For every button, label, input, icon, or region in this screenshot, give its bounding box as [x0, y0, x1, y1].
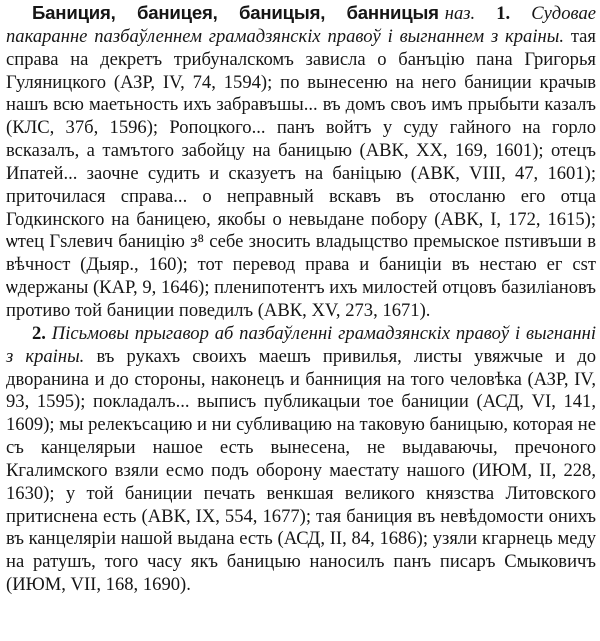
sense-2-paragraph	[6, 323, 596, 597]
sense-number-2: 2.	[32, 322, 46, 344]
sense-citations-2: въ рукахъ своихъ маешъ привилья, листы увяжчые и до дворанина и до стороны, наконецъ и банниция на того человѣка (АЗР, IV, 93, 1595); покладалъ... выписъ публикацыи тое баниции (АСД, VI, 141, 1609); мы релекъсацию и ни субливацию на таковую баницыю, которая не съ канцелярыи нашое есть вынесена, не выдаваючы, пречоного Кгалимского взяли есмо подъ оборону маестату нашого (ИЮМ, II, 228, 1630); у той баниции печать венкшая великого князства Литовского притиснена есть (АВК, IX, 554, 1677); тая баниция въ невѣдомости онихъ въ канцеляріи нашой выдана есть (АСД, II, 84, 1686); узяли кгарнець меду на ратушъ, того часу якъ баницыю наносилъ панъ писаръ Смыковичъ (ИЮМ, VII, 168, 1690).	[6, 345, 597, 596]
sense-gloss-2: Пісьмовы прыгавор аб пазбаўленні грамадзянскіх правоў і выгнанні з краіны.	[6, 322, 597, 367]
headword: Баниция, баницея, баницыя, банницыя	[32, 2, 439, 23]
sense-number-1: 1.	[496, 3, 511, 24]
dictionary-entry	[6, 2, 596, 597]
grammar-label: наз.	[444, 3, 476, 24]
sense-1-paragraph	[6, 2, 596, 323]
sense-citations-1: тая справа на декретъ трибуналскомъ зависла о банъцію пана Григорья Гуляницкого (АЗР, IV, 74, 1594); по вынесеню на него баниции крачыв нашъ всю маетьность ихъ забравъшы... въ домъ своъ имъ прыбыти казалъ (КЛС, 37б, 1596); Ропоцкого... панъ войтъ у суду гайного на горло всказалъ, а тамътого забойцу на баницыю (АВК, XX, 169, 1601); отецъ Ипатей... заочне судить и сказуетъ на баніцыю (АВК, VIII, 47, 1601); приточилася справа... о неправный вскавъ въ отосланю его отца Годкинского на баницею, якобы о невыдане побору (АВК, I, 172, 1615); ѡтец Гѕлевич баницію з⁸ себе зносить владыцство премыское пѕтивъши в вѣчност (Дыяр., 160); тот перевод права и баниціи въ нестаю ег сѕт ѡдержаны (КАР, 9, 1646); пленипотентъ ихъ милостей отцовъ базиліановъ противо той баниции поведилъ (АВК, XV, 273, 1671).	[6, 25, 596, 321]
sense-gloss-1: Судовае пакаранне пазбаўленнем грамадзянскіх правоў і выгнаннем з краіны.	[6, 3, 596, 47]
